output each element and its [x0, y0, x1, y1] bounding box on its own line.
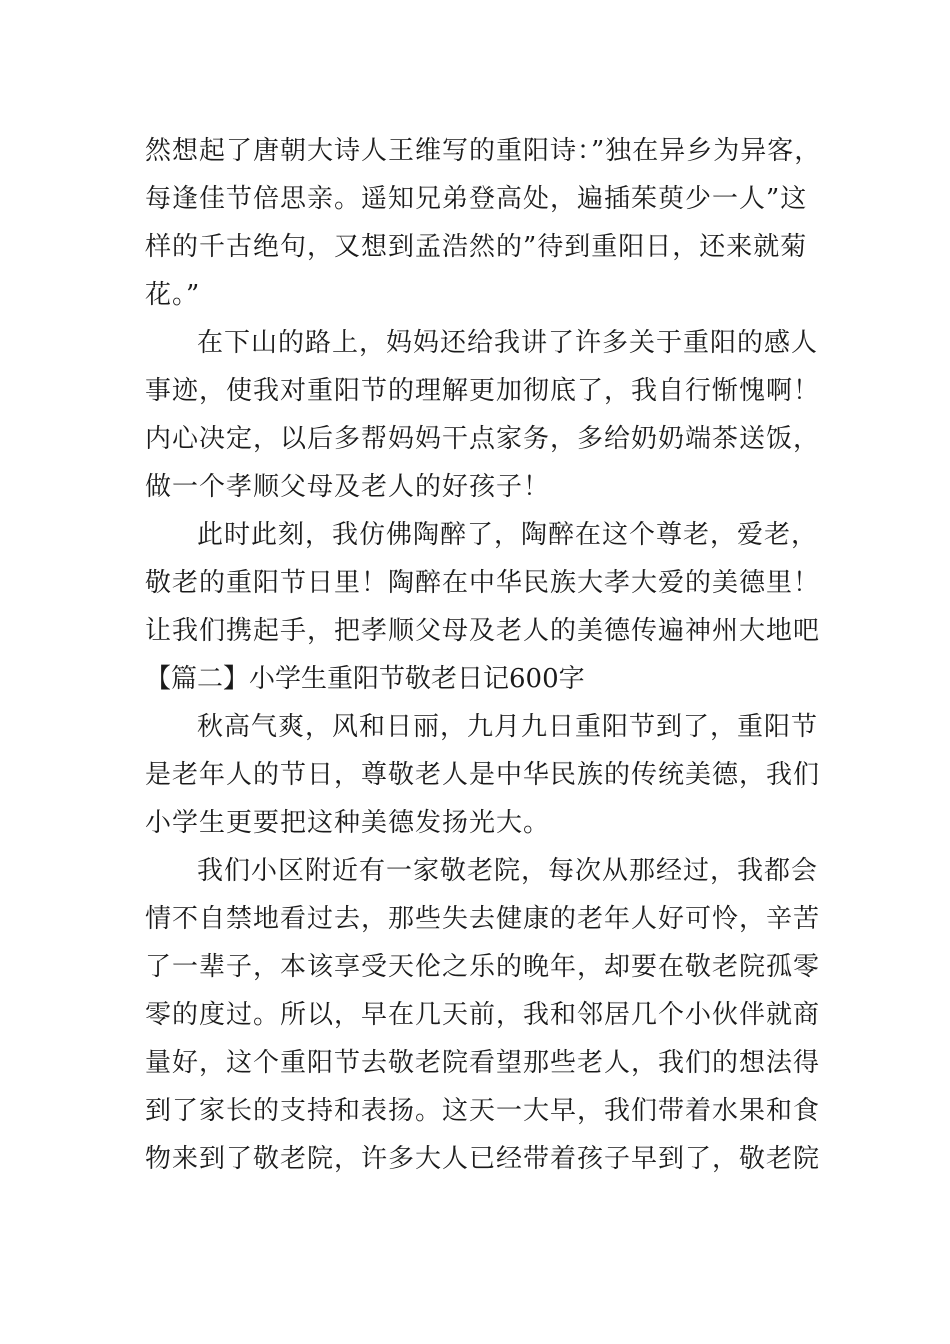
- text-line: 让我们携起手，把孝顺父母及老人的美德传遍神州大地吧: [145, 616, 821, 646]
- text-line: 情不自禁地看过去，那些失去健康的老年人好可怜，辛苦: [145, 904, 821, 934]
- text-line: 然想起了唐朝大诗人王维写的重阳诗：”独在异乡为异客，: [145, 136, 822, 166]
- text-line: 秋高气爽，风和日丽，九月九日重阳节到了，重阳节: [197, 712, 819, 742]
- text-line: 是老年人的节日，尊敬老人是中华民族的传统美德，我们: [145, 760, 821, 790]
- text-line: 敬老的重阳节日里！陶醉在中华民族大孝大爱的美德里！: [145, 568, 821, 598]
- text-line: 零的度过。所以，早在几天前，我和邻居几个小伙伴就商: [145, 1000, 821, 1030]
- text-line: 样的千古绝句，又想到孟浩然的”待到重阳日，还来就菊: [145, 232, 808, 262]
- text-line: 小学生更要把这种美德发扬光大。: [145, 808, 551, 838]
- text-line: 每逢佳节倍思亲。遥知兄弟登高处，遍插茱萸少一人”这: [145, 184, 808, 214]
- text-line: 做一个孝顺父母及老人的好孩子！: [145, 472, 551, 502]
- text-line: 内心决定，以后多帮妈妈干点家务，多给奶奶端茶送饭，: [145, 424, 821, 454]
- text-line: 事迹，使我对重阳节的理解更加彻底了，我自行惭愧啊！: [145, 376, 821, 406]
- section-heading: 【篇二】小学生重阳节敬老日记600字: [145, 664, 585, 694]
- document-body: [145, 127, 845, 1183]
- text-line: 花。”: [145, 280, 201, 310]
- text-line: 我们小区附近有一家敬老院，每次从那经过，我都会: [197, 856, 819, 886]
- text-line: 在下山的路上，妈妈还给我讲了许多关于重阳的感人: [197, 328, 819, 358]
- text-line: 了一辈子，本该享受天伦之乐的晚年，却要在敬老院孤零: [145, 952, 821, 982]
- text-line: 此时此刻，我仿佛陶醉了，陶醉在这个尊老，爱老，: [197, 520, 819, 550]
- text-line: 量好，这个重阳节去敬老院看望那些老人，我们的想法得: [145, 1048, 821, 1078]
- text-line: 到了家长的支持和表扬。这天一大早，我们带着水果和食: [145, 1096, 821, 1126]
- text-line: 物来到了敬老院，许多大人已经带着孩子早到了，敬老院: [145, 1144, 821, 1174]
